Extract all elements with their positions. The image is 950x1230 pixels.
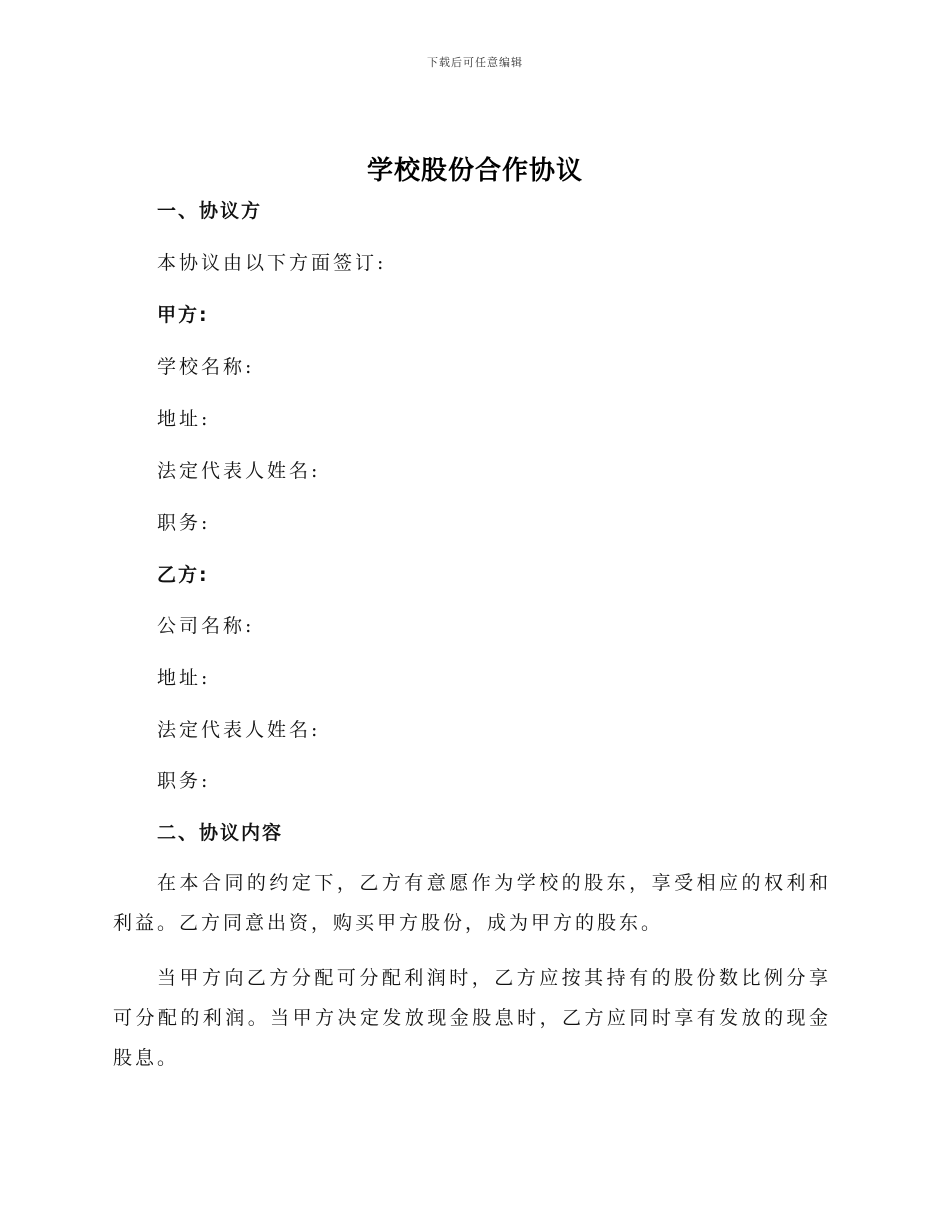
parties-intro: 本协议由以下方面签订: — [157, 252, 387, 274]
party-a-position-field: 职务: — [157, 512, 211, 534]
document-title: 学校股份合作协议 — [366, 156, 583, 186]
party-b-label: 乙方: — [157, 564, 209, 586]
party-a-legal-rep-field: 法定代表人姓名: — [157, 460, 321, 482]
party-a-school-name-field: 学校名称: — [157, 356, 255, 378]
party-b-company-name-field: 公司名称: — [157, 615, 255, 637]
section-heading-parties: 一、协议方 — [157, 200, 263, 222]
party-b-legal-rep-field: 法定代表人姓名: — [157, 719, 321, 741]
party-b-address-field: 地址: — [157, 667, 211, 689]
content-paragraph: 当甲方向乙方分配可分配利润时，乙方应按其持有的股份数比例分享可分配的利润。当甲方决定发放现金股息时，乙方应同时享有发放的现金股息。 — [113, 967, 831, 1069]
content-paragraph: 在本合同的约定下，乙方有意愿作为学校的股东，享受相应的权利和利益。乙方同意出资，购买甲方股份，成为甲方的股东。 — [113, 872, 831, 934]
party-b-position-field: 职务: — [157, 770, 211, 792]
section-heading-content: 二、协议内容 — [157, 822, 284, 844]
party-a-label: 甲方: — [157, 304, 209, 326]
party-a-address-field: 地址: — [157, 408, 211, 430]
page-header-note: 下载后可任意编辑 — [427, 56, 523, 69]
